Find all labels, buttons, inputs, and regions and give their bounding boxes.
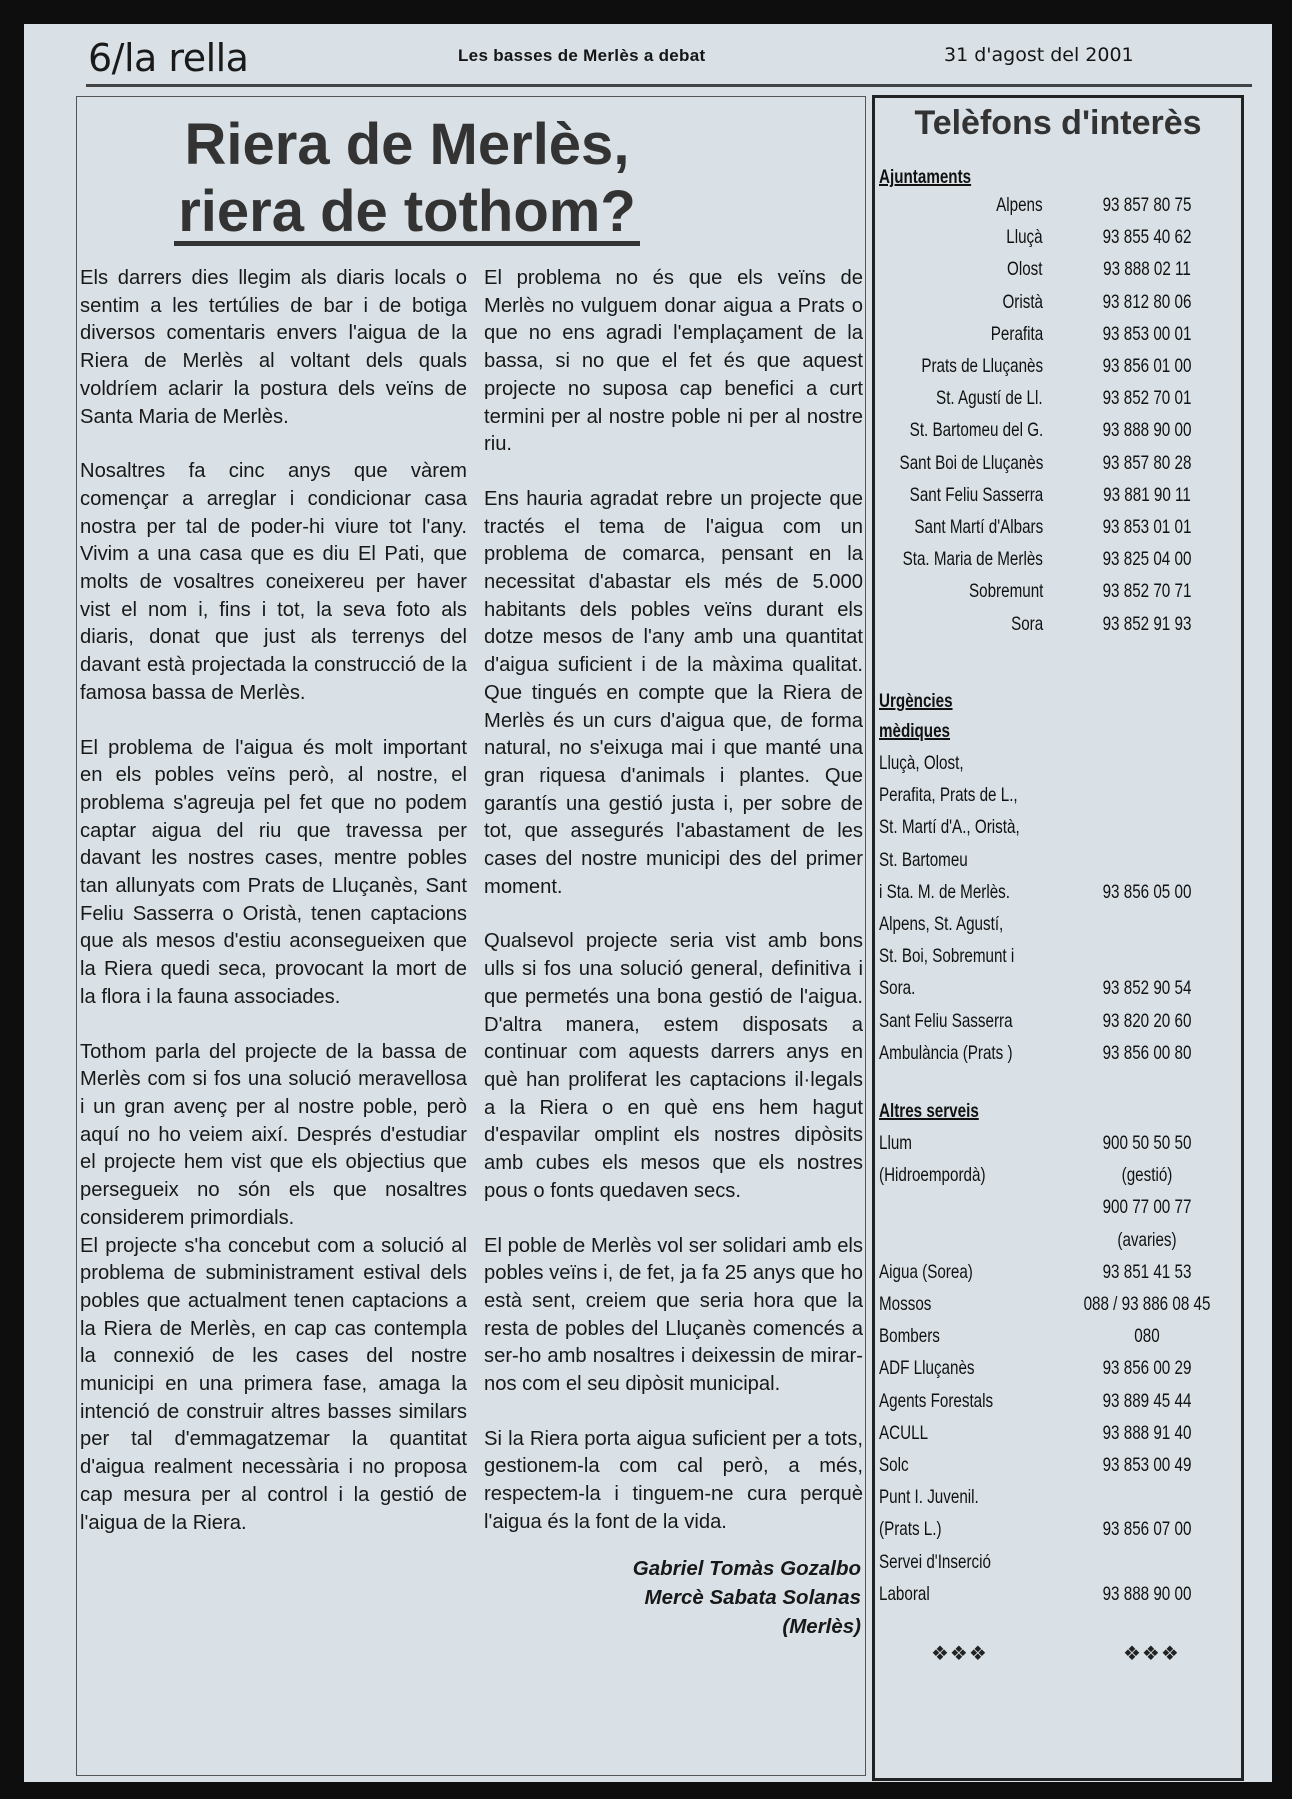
entry-name: Bombers <box>879 1325 940 1348</box>
number-note: (gestió) <box>1121 1164 1173 1187</box>
entry-name: i Sta. M. de Merlès. <box>879 880 1011 903</box>
phone-number: 93 857 80 28 <box>1102 451 1192 474</box>
headline-line-1: Riera de Merlès, <box>184 112 630 177</box>
section-heading-ajuntaments: Ajuntaments <box>879 166 972 188</box>
phone-number: 93 851 41 53 <box>1102 1260 1192 1283</box>
headline <box>77 111 737 246</box>
entry-name: Prats de Lluçanès <box>921 355 1043 377</box>
entry-name: Punt I. Juvenil. <box>879 1486 979 1509</box>
phone-number: 93 825 04 00 <box>1102 548 1192 571</box>
paragraph: Els darrers dies llegim als diaris locals o sentim a les tertúlies de bar i de botiga diversos comentaris envers l'aigua de la Riera de Merlès al voltant dels quals voldríem aclarir la postura dels veïns de Santa Maria de Merlès. <box>80 267 467 428</box>
paragraph: El projecte s'ha concebut com a solució al problema de subministrament estival dels pobles que actualment tenen captacions a la Riera de Merlès, en cap cas contempla la connexió de les cases del nostre municipi en una primera fase, amaga la intenció de construir altres basses similars per tal d'emmagatzemar la quantitat d'aigua realment necessària i no proposa cap mesura per al control i la gestió de l'aigua de la Riera. <box>80 1234 467 1534</box>
phone-number: 900 77 00 77 <box>1102 1196 1192 1219</box>
paragraph: Qualsevol projecte seria vist amb bons ulls si fos una solució general, definitiva i que permetés una bona gestió de l'aigua. D'altra manera, estem disposats a continuar com aquests darrers anys en què han proliferat les captacions il·legals a la Riera o en què ens hem hagut d'espavilar omplint els nostres dipòsits amb cubes els mesos que els nostres pous o fonts quedaven secs. <box>484 930 863 1202</box>
entry-name: ADF Lluçanès <box>879 1357 975 1380</box>
phone-number: 900 50 50 50 <box>1102 1132 1192 1154</box>
entry-name: Lluçà, Olost, <box>879 752 964 774</box>
entry-name: Oristà <box>1002 290 1043 313</box>
phone-number: 93 881 90 11 <box>1103 483 1191 506</box>
paragraph: Si la Riera porta aigua suficient per a tots, gestionem-la com cal però, a més, respectem-la i tinguem-ne cura perquè l'aigua és la font de la vida. <box>484 1427 863 1533</box>
section-heading-urgencies: mèdiques <box>879 720 951 742</box>
article-column-2 <box>484 265 863 1765</box>
paragraph: El poble de Merlès vol ser solidari amb els pobles veïns i, de fet, ja fa 25 anys que ho està sent, creiem que seria hora que la resta de pobles del Lluçanès comencés a ser-ho amb nosaltres i deixessin de mirar-nos com el seu dipòsit municipal. <box>484 1234 863 1396</box>
paragraph: El problema de l'aigua és molt important en els pobles veïns però, al nostre, el problema s'agreuja pel fet que no podem captar aigua del riu que travessa per davant les nostres cases, mentre pobles tan allunyats com Prats de Lluçanès, Sant Feliu Sasserra o Oristà, tenen captacions que als mesos d'estiu aconsegueixen que la Riera quedi seca, provocant la mort de la flora i la fauna associades. <box>80 736 467 1008</box>
entry-name: Sant Boi de Lluçanès <box>899 451 1043 474</box>
phone-number: 93 852 90 54 <box>1102 977 1192 1000</box>
entry-name: Perafita <box>990 322 1043 345</box>
author-1: Gabriel Tomàs Gozalbo <box>632 1556 861 1580</box>
phone-number: 93 852 70 71 <box>1102 580 1192 603</box>
entry-name: Sora. <box>879 977 916 1000</box>
phone-number: 93 820 20 60 <box>1102 1009 1192 1032</box>
directory-title: Telèfons d'interès <box>914 104 1202 142</box>
phone-number: 93 888 90 00 <box>1102 419 1192 442</box>
article-column-1 <box>80 265 467 1765</box>
section-title: Les basses de Merlès a debat <box>458 46 706 65</box>
entry-name: Servei d'Inserció <box>879 1550 991 1573</box>
phone-number: 93 853 01 01 <box>1102 516 1192 538</box>
headline-line-2: riera de tothom? <box>174 183 640 246</box>
phone-number: 93 856 05 00 <box>1102 880 1192 903</box>
paragraph: El problema no és que els veïns de Merlès no vulguem donar aigua a Prats o que no ens agradi l'emplaçament de la bassa, si no que el fet és que aquest projecte no suposa cap benefici a curt termini per al nostre poble ni per al nostre riu. <box>484 267 863 456</box>
signature <box>484 1554 863 1641</box>
entry-name: Mossos <box>879 1293 932 1315</box>
entry-name: Alpens <box>996 194 1043 216</box>
phone-number: 93 855 40 62 <box>1102 226 1192 249</box>
phone-number: 93 888 90 00 <box>1102 1582 1192 1605</box>
author-2: Mercè Sabata Solanas <box>644 1585 861 1609</box>
phone-number: 93 889 45 44 <box>1102 1389 1192 1412</box>
ornament: ❖❖❖ <box>931 1642 988 1665</box>
issue-date: 31 d'agost del 2001 <box>944 44 1134 66</box>
section-heading-urgencies: Urgències <box>879 690 953 712</box>
article <box>76 96 866 1776</box>
entry-name: Olost <box>1007 258 1043 281</box>
entry-name: Solc <box>879 1454 909 1476</box>
entry-name: Sta. Maria de Merlès <box>902 548 1043 571</box>
number-note: (avaries) <box>1117 1228 1177 1251</box>
entry-name: Sant Feliu Sasserra <box>909 483 1043 506</box>
phone-number: 088 / 93 886 08 45 <box>1083 1293 1211 1315</box>
entry-name: Lluçà <box>1006 226 1043 249</box>
phone-number: 93 812 80 06 <box>1102 290 1192 313</box>
ornament: ❖❖❖ <box>1123 1642 1180 1665</box>
entry-name: Alpens, St. Agustí, <box>879 913 1004 935</box>
phone-number: 080 <box>1134 1325 1160 1348</box>
entry-name: Agents Forestals <box>879 1389 994 1412</box>
entry-name: Sant Martí d'Albars <box>914 516 1043 538</box>
entry-name: Ambulància (Prats ) <box>879 1041 1013 1064</box>
phone-number: 93 853 00 49 <box>1102 1454 1192 1476</box>
entry-name: Aigua (Sorea) <box>879 1260 973 1283</box>
phone-number: 93 852 70 01 <box>1102 387 1192 410</box>
entry-name: Sant Feliu Sasserra <box>879 1009 1013 1032</box>
entry-name: St. Bartomeu <box>879 848 968 871</box>
paragraph: Ens hauria agradat rebre un projecte que tractés el tema de l'aigua com un problema de comarca, pensant en la necessitat d'abastar els més de 5.000 habitants dels pobles veïns durant els dotze mesos de l'any amb una quantitat d'aigua suficient i de la màxima qualitat. Que tingués en compte que la Riera de Merlès és un curs d'aigua que, de forma natural, no s'eixuga mai i que manté una gran riquesa d'animals i plantes. Que garantís una gestió justa i, per sobre de tot, que assegurés l'abastament de les cases del nostre municipi des del primer moment. <box>484 487 863 898</box>
entry-name: St. Martí d'A., Oristà, <box>879 816 1020 839</box>
entry-name: Sora <box>1010 612 1043 635</box>
entry-name: (Hidroempordà) <box>879 1164 986 1187</box>
phone-number: 93 852 91 93 <box>1102 612 1192 635</box>
entry-name: ACULL <box>879 1421 929 1444</box>
newspaper-page <box>24 24 1272 1782</box>
header-rule <box>86 84 1252 87</box>
phone-number: 93 853 00 01 <box>1102 322 1192 345</box>
paragraph: Tothom parla del projecte de la bassa de Merlès com si fos una solució meravellosa i un gran avenç per al nostre poble, però aquí no ho veiem així. Després d'estudiar el projecte hem vist que els objectius que persegueix no són els que nosaltres considerem primordials. <box>80 1040 467 1229</box>
entry-name: St. Bartomeu del G. <box>909 419 1043 442</box>
phone-number: 93 888 91 40 <box>1102 1421 1192 1444</box>
phone-number: 93 856 00 80 <box>1102 1041 1192 1064</box>
section-heading-altres: Altres serveis <box>879 1100 979 1122</box>
phone-number: 93 856 07 00 <box>1102 1518 1192 1541</box>
phone-number: 93 856 01 00 <box>1102 355 1192 377</box>
entry-name: St. Agustí de Ll. <box>936 387 1043 410</box>
entry-name: Perafita, Prats de L., <box>879 784 1018 807</box>
entry-name: Sobremunt <box>968 580 1043 603</box>
entry-name: Laboral <box>879 1582 930 1605</box>
page-label: 6/la rella <box>88 36 249 80</box>
author-location: (Merlès) <box>782 1614 861 1638</box>
phone-number: 93 856 00 29 <box>1102 1357 1192 1380</box>
entry-name: (Prats L.) <box>879 1518 942 1541</box>
phone-number: 93 888 02 11 <box>1103 258 1191 281</box>
phone-number: 93 857 80 75 <box>1102 194 1192 216</box>
entry-name: Llum <box>879 1132 912 1154</box>
paragraph: Nosaltres fa cinc anys que vàrem començar a arreglar i condicionar casa nostra per tal de poder-hi viure tot l'any. Vivim a una casa que es diu El Pati, que molts de vosaltres coneixereu per haver vist el nom i, fins i tot, la seva foto als diaris, donat que just als terrenys del davant està projectada la construcció de la famosa bassa de Merlès. <box>80 460 467 704</box>
entry-name: St. Boi, Sobremunt i <box>879 945 1015 968</box>
phone-directory <box>872 95 1244 1781</box>
